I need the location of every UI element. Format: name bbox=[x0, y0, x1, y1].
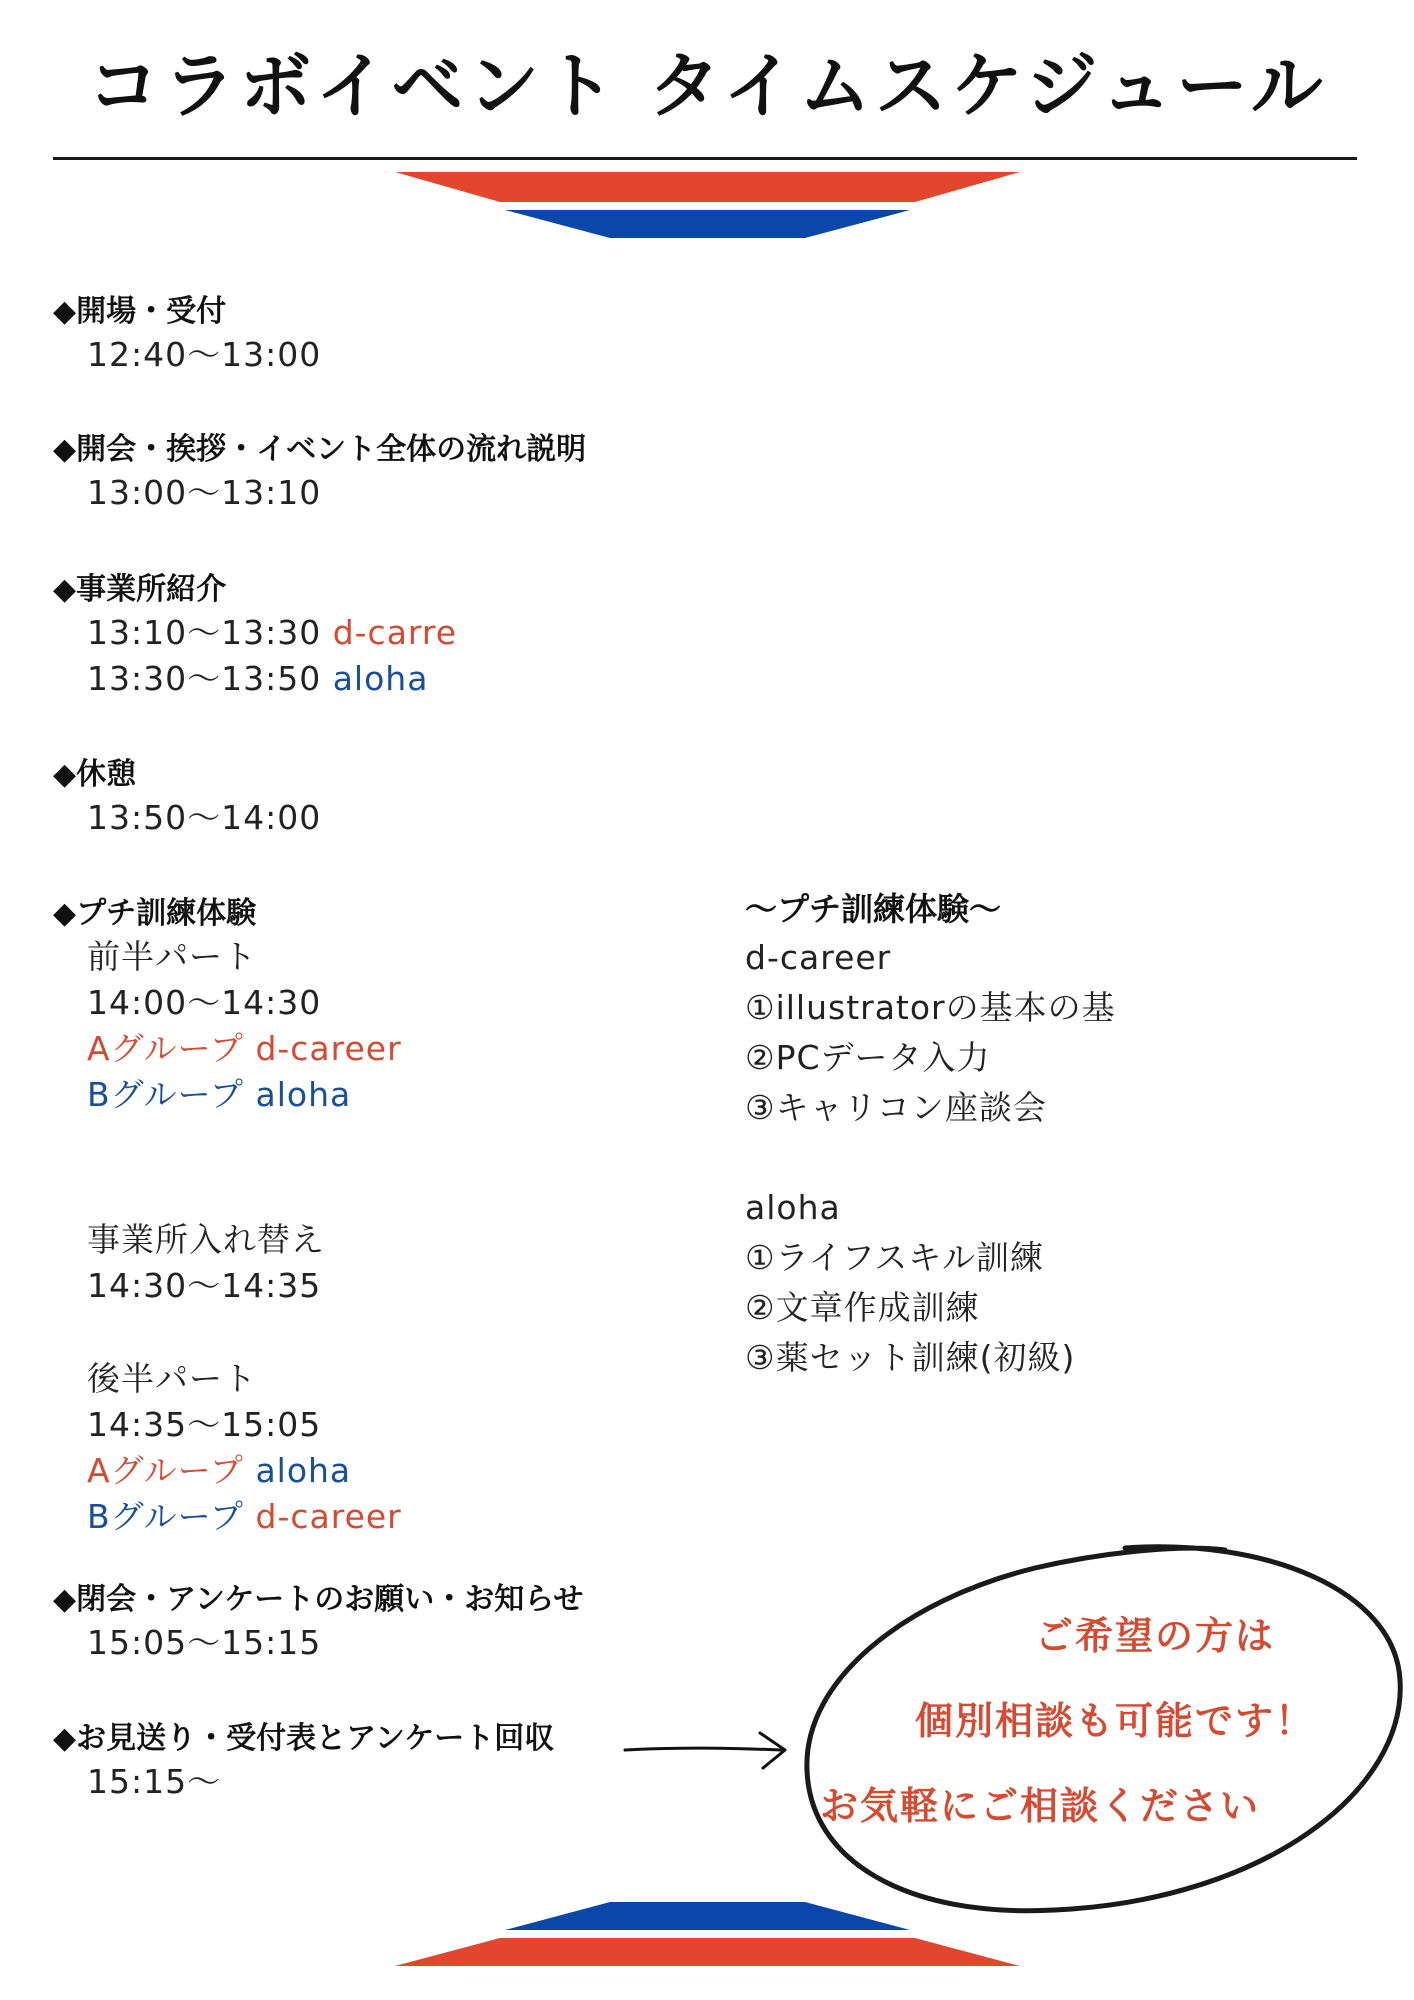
second-half-label: 後半パート bbox=[87, 1359, 257, 1398]
bottom-stripe-decoration bbox=[0, 1898, 1414, 1970]
group-row bbox=[53, 1494, 402, 1540]
group-row bbox=[53, 1026, 402, 1072]
page-title: コラボイベント タイムスケジュール bbox=[87, 44, 1327, 128]
time-slot: 13:50〜14:00 bbox=[87, 798, 322, 837]
top-red-stripe bbox=[395, 172, 1020, 202]
group-a-label: Aグループ bbox=[87, 1451, 244, 1490]
group-b-label: Bグループ bbox=[87, 1497, 244, 1536]
time-slot: 12:40〜13:00 bbox=[87, 335, 322, 374]
first-half-label: 前半パート bbox=[87, 937, 257, 976]
office-name-aloha: aloha bbox=[332, 659, 429, 698]
panel-item: ③キャリコン座談会 bbox=[745, 1088, 1047, 1127]
section-heading: ◆お見送り・受付表とアンケート回収 bbox=[53, 1721, 555, 1756]
arrow-icon bbox=[620, 1725, 795, 1775]
bottom-blue-stripe bbox=[505, 1902, 910, 1930]
office-name-dcarre: d-carre bbox=[332, 613, 458, 652]
group-b-label: Bグループ bbox=[87, 1075, 244, 1114]
intro-row bbox=[53, 656, 457, 702]
panel-item: ③薬セット訓練(初級) bbox=[745, 1338, 1076, 1377]
section-second-half bbox=[53, 1356, 402, 1540]
panel-item: ②文章作成訓練 bbox=[745, 1288, 980, 1327]
group-office: d-career bbox=[255, 1497, 402, 1536]
group-office: aloha bbox=[255, 1451, 352, 1490]
callout-line-3: お気軽にご相談ください bbox=[820, 1784, 1261, 1828]
intro-row bbox=[53, 610, 457, 656]
section-break bbox=[53, 755, 321, 841]
panel-heading: 〜プチ訓練体験〜 bbox=[745, 890, 1002, 928]
section-heading: ◆閉会・アンケートのお願い・お知らせ bbox=[53, 1582, 584, 1617]
section-heading: ◆開会・挨拶・イベント全体の流れ説明 bbox=[53, 432, 587, 467]
time-slot: 14:00〜14:30 bbox=[87, 983, 322, 1022]
title-divider bbox=[53, 157, 1357, 160]
section-farewell bbox=[53, 1719, 554, 1805]
group-office: d-career bbox=[255, 1029, 402, 1068]
section-training bbox=[53, 894, 402, 1118]
section-closing bbox=[53, 1580, 583, 1666]
time-slot: 14:30〜14:35 bbox=[87, 1266, 322, 1305]
section-opening bbox=[53, 292, 321, 378]
panel-spacer bbox=[745, 1133, 1116, 1183]
top-stripe-decoration bbox=[0, 170, 1414, 242]
time-slot: 13:10〜13:30 bbox=[87, 613, 322, 652]
training-detail-panel bbox=[745, 885, 1116, 1383]
section-office-intro bbox=[53, 570, 457, 702]
group-office: aloha bbox=[255, 1075, 352, 1114]
section-heading: ◆休憩 bbox=[53, 757, 137, 792]
panel-office-aloha: aloha bbox=[745, 1188, 841, 1227]
panel-item: ②PCデータ入力 bbox=[745, 1038, 991, 1077]
switch-label: 事業所入れ替え bbox=[87, 1220, 325, 1259]
group-row bbox=[53, 1072, 402, 1118]
section-heading: ◆開場・受付 bbox=[53, 294, 227, 329]
time-slot: 14:35〜15:05 bbox=[87, 1405, 322, 1444]
group-a-label: Aグループ bbox=[87, 1029, 244, 1068]
top-blue-stripe bbox=[505, 210, 910, 238]
time-slot: 13:30〜13:50 bbox=[87, 659, 322, 698]
section-heading: ◆プチ訓練体験 bbox=[53, 896, 257, 931]
panel-item: ①ライフスキル訓練 bbox=[745, 1238, 1044, 1277]
group-row bbox=[53, 1448, 402, 1494]
time-slot: 13:00〜13:10 bbox=[87, 473, 322, 512]
time-slot: 15:15〜 bbox=[87, 1762, 222, 1801]
panel-office-dcareer: d-career bbox=[745, 938, 892, 977]
bottom-red-stripe bbox=[395, 1938, 1020, 1966]
section-welcome bbox=[53, 430, 586, 516]
section-switch bbox=[53, 1217, 325, 1309]
panel-item: ①illustratorの基本の基 bbox=[745, 988, 1116, 1027]
callout-line-2: 個別相談も可能です！ bbox=[915, 1699, 1316, 1743]
time-slot: 15:05〜15:15 bbox=[87, 1623, 322, 1662]
section-heading: ◆事業所紹介 bbox=[53, 572, 227, 607]
callout-line-1: ご希望の方は bbox=[1035, 1614, 1276, 1658]
